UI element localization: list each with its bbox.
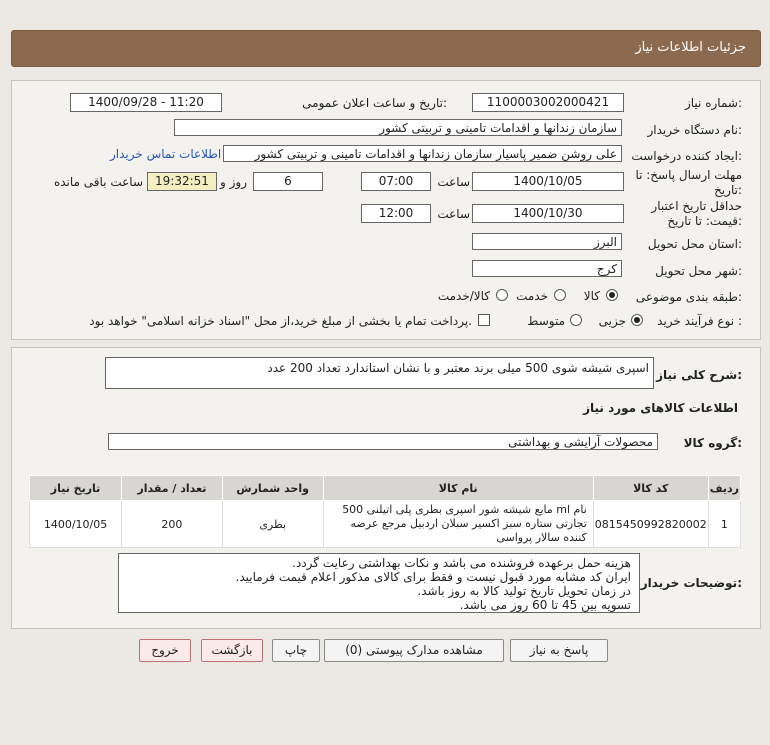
reply-time-field: 07:00 <box>361 172 431 191</box>
buyer-notes-field <box>118 553 640 613</box>
time-remaining-label: ساعت باقی مانده <box>53 175 143 189</box>
requester-field: علی روشن ضمیر پاسیار سازمان زندانها و اقدامات تامینی و تربیتی کشور <box>223 145 622 162</box>
goods-section-title: اطلاعات کالاهای مورد نیاز <box>583 401 738 415</box>
col-item-name: نام کالا <box>323 476 593 501</box>
buyer-note-line: ایران کد مشابه مورد قبول نیست و فقط برای کالای مذکور اعلام قیمت فرمایید. <box>235 570 631 584</box>
price-date-field: 1400/10/30 <box>472 204 624 223</box>
cell-row-number: 1 <box>708 501 740 548</box>
cell-need-date: 1400/10/05 <box>30 501 122 548</box>
reply-time-label: ساعت <box>437 175 470 189</box>
price-time-label: ساعت <box>437 207 470 221</box>
cell-unit: بطری <box>222 501 323 548</box>
page-header <box>11 30 761 67</box>
category-goods-service-radio[interactable] <box>496 289 508 301</box>
days-label: روز و <box>220 175 247 189</box>
buyer-contact-link[interactable]: اطلاعات تماس خریدار <box>110 147 222 161</box>
page-title: جزئیات اطلاعات نیاز <box>635 40 746 55</box>
category-goods-service-label: کالا/خدمت <box>437 289 490 303</box>
price-validity-label: حداقل تاریخ اعتبار قیمت: تا تاریخ: <box>651 199 742 228</box>
reply-date-field: 1400/10/05 <box>472 172 624 191</box>
category-service-label: خدمت <box>516 289 548 303</box>
process-medium-label: متوسط <box>527 314 565 328</box>
treasury-payment-checkbox[interactable] <box>478 314 490 326</box>
col-row: ردیف <box>708 476 740 501</box>
category-label: طبقه بندی موضوعی: <box>635 290 742 304</box>
treasury-payment-label: پرداخت تمام یا بخشی از مبلغ خرید،از محل "اسناد خزانه اسلامی" خواهد بود. <box>89 314 472 328</box>
province-field: البرز <box>472 233 622 250</box>
exit-button[interactable]: خروج <box>139 639 191 662</box>
category-service-radio[interactable] <box>554 289 566 301</box>
need-number-label: شماره نیاز: <box>684 96 742 110</box>
announce-label: تاریخ و ساعت اعلان عمومی: <box>302 96 447 110</box>
process-medium-radio[interactable] <box>570 314 582 326</box>
city-field: کرج <box>472 260 622 277</box>
col-unit: واحد شمارش <box>222 476 323 501</box>
announce-datetime-field: 1400/09/28 - 11:20 <box>70 93 222 112</box>
category-goods-label: کالا <box>583 289 600 303</box>
buyer-note-line: تسویه بین 45 تا 60 روز می باشد. <box>459 598 631 612</box>
city-label: شهر محل تحویل: <box>655 264 742 278</box>
buyer-notes-label: توضیحات خریدار: <box>640 576 742 590</box>
view-attachments-button[interactable]: مشاهده مدارک پیوستی (0) <box>324 639 504 662</box>
process-small-label: جزیی <box>598 314 626 328</box>
requester-label: ایجاد کننده درخواست: <box>631 149 742 163</box>
summary-label: شرح کلی نیاز: <box>656 368 742 382</box>
table-row <box>30 501 741 548</box>
buyer-org-label: نام دستگاه خریدار: <box>647 123 742 137</box>
need-number-field: 1100003002000421 <box>472 93 624 112</box>
process-small-radio[interactable] <box>631 314 643 326</box>
province-label: استان محل تحویل: <box>647 237 742 251</box>
col-quantity: تعداد / مقدار <box>122 476 223 501</box>
price-time-field: 12:00 <box>361 204 431 223</box>
buyer-org-field: سازمان زندانها و اقدامات تامینی و تربیتی کشور <box>174 119 622 136</box>
category-goods-radio[interactable] <box>606 289 618 301</box>
col-item-code: کد کالا <box>593 476 708 501</box>
goods-group-label-text: گروه کالا: <box>683 436 742 450</box>
col-need-date: تاریخ نیاز <box>30 476 122 501</box>
buyer-note-line: در زمان تحویل تاریخ تولید کالا به روز باشد. <box>417 584 631 598</box>
back-button[interactable]: بازگشت <box>201 639 263 662</box>
days-remaining-field: 6 <box>253 172 323 191</box>
cell-item-code: 0815450992820002 <box>593 501 708 548</box>
buyer-note-line: هزینه حمل برعهده فروشنده می باشد و نکات بهداشتی رعایت گردد. <box>292 556 631 570</box>
time-remaining-field: 19:32:51 <box>147 172 217 191</box>
print-button[interactable]: چاپ <box>272 639 320 662</box>
goods-table <box>29 475 741 548</box>
reply-deadline-label: مهلت ارسال پاسخ: تا تاریخ: <box>635 168 742 197</box>
goods-group-field: محصولات آرایشی و بهداشتی <box>108 433 658 450</box>
cell-quantity: 200 <box>122 501 223 548</box>
reply-button[interactable]: پاسخ به نیاز <box>510 639 608 662</box>
cell-item-name: مایع شیشه شور اسپری بطری پلی اتیلنی 500 ml نام تجارتی ستاره سبز اکسیر سبلان اردبیل مرجع عرضه کننده سالار پرواسی <box>323 501 593 548</box>
summary-field: اسپری شیشه شوی 500 میلی برند معتبر و با نشان استاندارد تعداد 200 عدد <box>105 357 654 389</box>
process-label: نوع فرآیند خرید : <box>657 314 742 328</box>
